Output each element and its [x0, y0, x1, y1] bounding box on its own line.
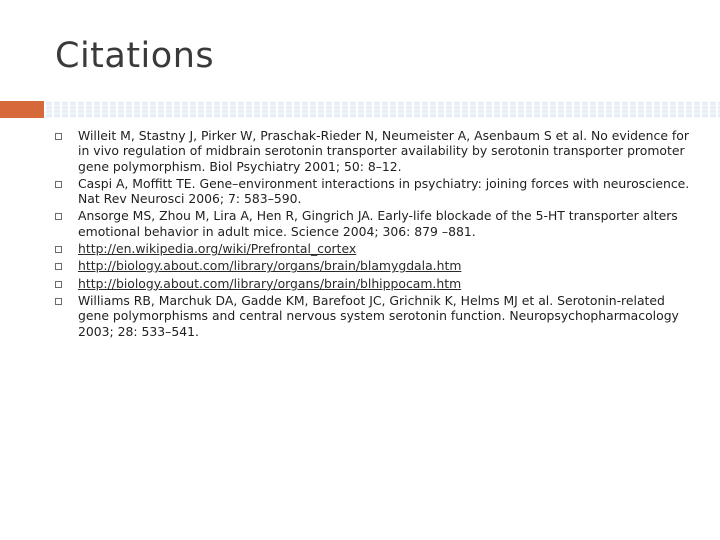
citation-text: Willeit M, Stastny J, Pirker W, Praschak-Rieder N, Neumeister A, Asenbaum S et al. No evidence for in vivo regulation of midbrain serotonin transporter availability by serotonin transporter promoter gene polymorphism. Biol Psychiatry 2001; 50: 8–12. — [78, 128, 689, 174]
citation-item — [55, 276, 695, 291]
square-bullet-icon — [55, 263, 62, 270]
square-bullet-icon — [55, 246, 62, 253]
decorative-grid-band — [44, 101, 720, 118]
square-bullet-icon — [55, 133, 62, 140]
citation-link-hippocampus[interactable]: http://biology.about.com/library/organs/brain/blhippocam.htm — [78, 275, 462, 291]
citation-item — [55, 241, 695, 256]
square-bullet-icon — [55, 181, 62, 188]
square-bullet-icon — [55, 298, 62, 305]
citation-text: Williams RB, Marchuk DA, Gadde KM, Barefoot JC, Grichnik K, Helms MJ et al. Serotonin-related gene polymorphisms and central nervous system serotonin function. Neuropsychopharmacology 2003; 28: 533–541. — [78, 292, 679, 339]
accent-bar — [0, 101, 44, 118]
citation-item — [55, 176, 695, 207]
citation-item — [55, 293, 695, 339]
citation-text: Ansorge MS, Zhou M, Lira A, Hen R, Gingrich JA. Early-life blockade of the 5-HT transporter alters emotional behavior in adult mice. Science 2004; 306: 879 –881. — [78, 208, 678, 239]
decorative-grid-pattern — [44, 101, 720, 118]
citation-list — [55, 128, 695, 341]
citation-link-prefrontal-cortex[interactable]: http://en.wikipedia.org/wiki/Prefrontal_cortex — [78, 241, 357, 257]
citation-item — [55, 128, 695, 174]
square-bullet-icon — [55, 281, 62, 288]
slide-title: Citations — [55, 36, 215, 76]
citation-link-amygdala[interactable]: http://biology.about.com/library/organs/brain/blamygdala.htm — [78, 258, 462, 274]
citation-item — [55, 258, 695, 273]
citation-item — [55, 208, 695, 239]
square-bullet-icon — [55, 213, 62, 220]
citation-text: Caspi A, Moffitt TE. Gene–environment interactions in psychiatry: joining forces with neuroscience. Nat Rev Neurosci 2006; 7: 583–590. — [78, 175, 690, 207]
